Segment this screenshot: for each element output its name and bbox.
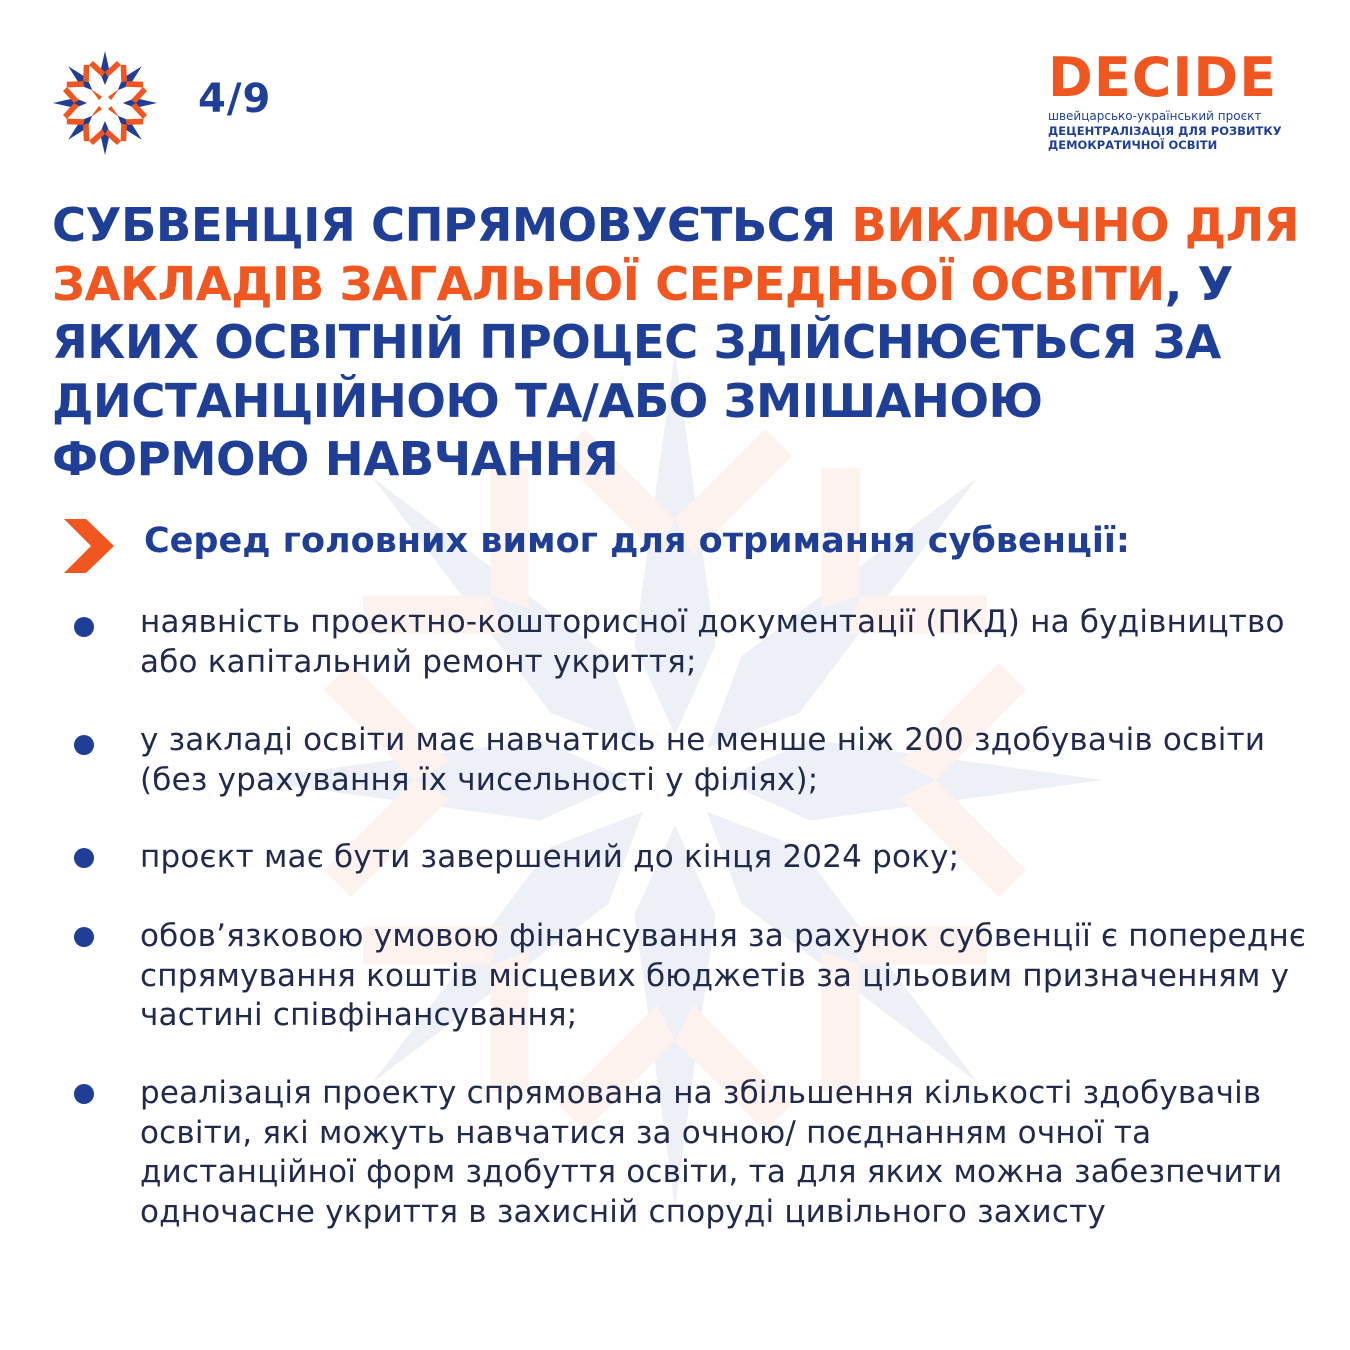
headline-part-1: СУБВЕНЦІЯ СПРЯМОВУЄТЬСЯ — [52, 198, 852, 252]
subhead: Серед головних вимог для отримання субвенції: — [144, 521, 1130, 561]
list-item-text: проєкт має бути завершений до кінця 2024 року; — [140, 839, 960, 875]
chevron-right-icon — [64, 519, 114, 573]
bullet-dot-icon — [74, 848, 94, 868]
subhead-row — [64, 515, 1314, 575]
list-item-text: наявність проектно-кошторисної документації (ПКД) на будівництво або капітальний ремонт укриття; — [140, 604, 1285, 680]
brand-line-2: ДЕМОКРАТИЧНОЇ ОСВІТИ — [1048, 138, 1218, 152]
list-item-text: у закладі освіти має навчатись не менше ніж 200 здобувачів освіти (без урахування їх чисельності у філіях); — [140, 722, 1266, 798]
bullet-dot-icon — [74, 735, 94, 755]
bullet-dot-icon — [74, 1084, 94, 1104]
brand-logo — [1048, 46, 1298, 152]
headline-part-2: , У ЯКИХ ОСВІТНІЙ ПРОЦЕС ЗДІЙСНЮЄТЬСЯ ЗА ДИСТАНЦІЙНОЮ ТА/АБО ЗМІШАНОЮ ФОРМОЮ НАВЧАННЯ — [52, 256, 1233, 486]
snowflake-ornament-icon — [50, 48, 160, 158]
brand-subtitle: швейцарсько-український проєкт — [1048, 109, 1262, 123]
headline-accent: ВИКЛЮЧНО ДЛЯ ЗАКЛАДІВ ЗАГАЛЬНОЇ СЕРЕДНЬОЇ ОСВІТИ — [52, 198, 1300, 311]
list-item-text: обов’язковою умовою фінансування за рахунок субвенції є попереднє спрямування коштів місцевих бюджетів за цільовим призначенням у частині співфінансування; — [140, 918, 1307, 1033]
page-counter: 4/9 — [198, 76, 272, 122]
list-item-text: реалізація проекту спрямована на збільшення кількості здобувачів освіти, які можуть навчатися за очною/ поєднанням очної та дистанційної форм здобуття освіти, та для яких можна забезпечити одночасне укриття в захисній споруді цивільного захисту — [140, 1075, 1283, 1230]
brand-name: DECIDE — [1048, 46, 1278, 109]
headline — [52, 196, 1312, 489]
bullet-dot-icon — [74, 927, 94, 947]
bullet-dot-icon — [74, 617, 94, 637]
brand-line-1: ДЕЦЕНТРАЛІЗАЦІЯ ДЛЯ РОЗВИТКУ — [1048, 124, 1282, 138]
